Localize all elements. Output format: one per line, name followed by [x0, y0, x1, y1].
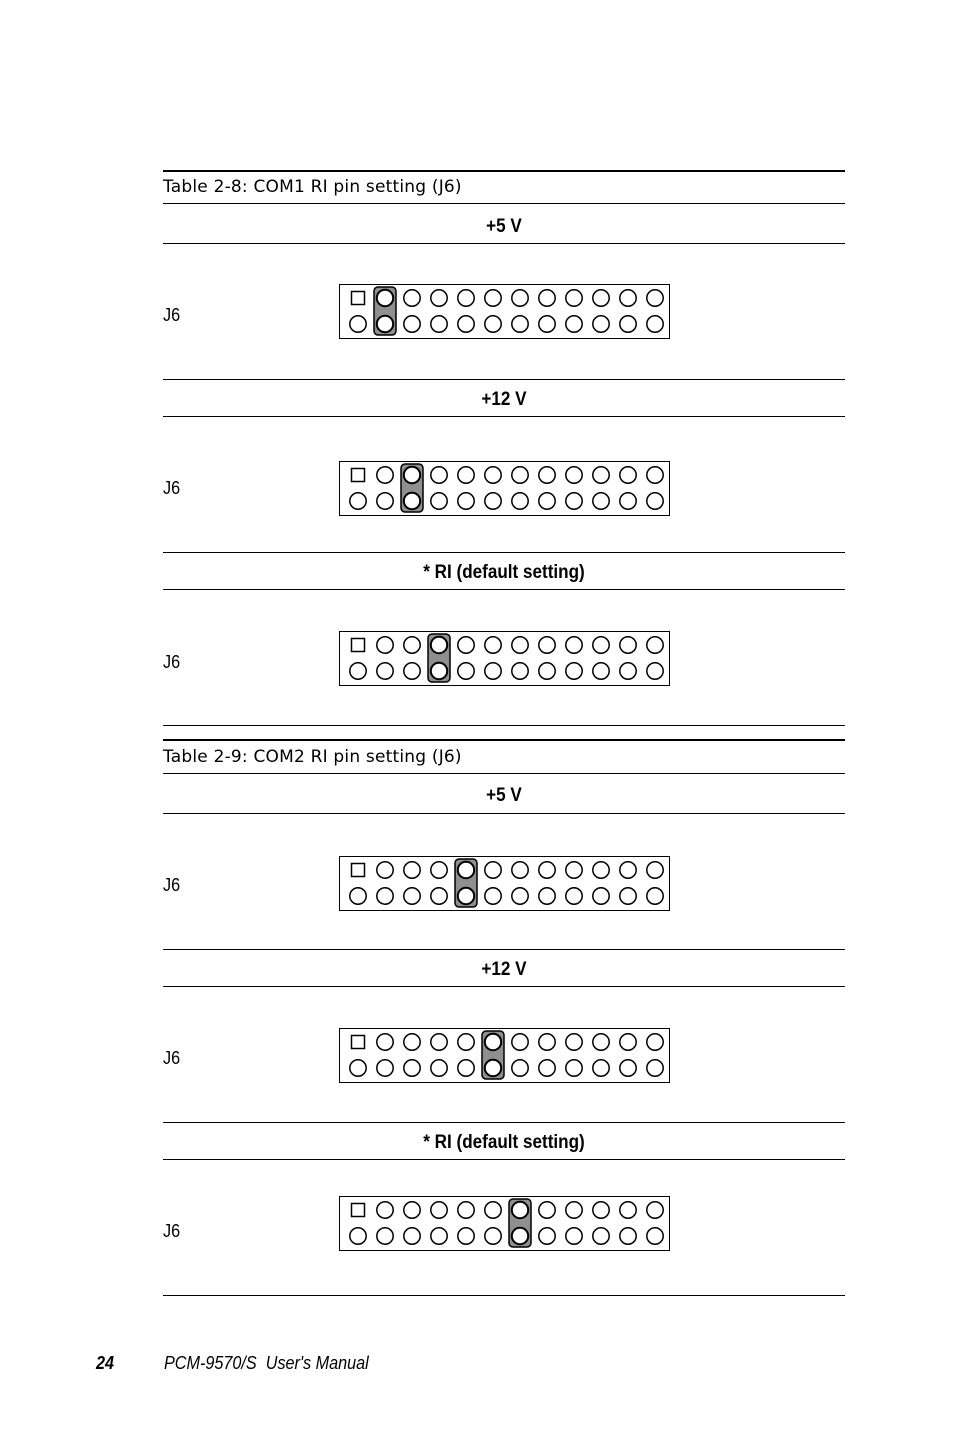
pin: [512, 316, 528, 332]
pin-header-diagram: [339, 461, 670, 516]
pin: [566, 1034, 582, 1050]
pin: [377, 1060, 393, 1076]
pin: [512, 290, 528, 306]
pin-1-square: [352, 1036, 365, 1049]
pin: [431, 663, 447, 679]
pin: [593, 888, 609, 904]
pin: [647, 467, 663, 483]
pin: [539, 637, 555, 653]
pin: [620, 290, 636, 306]
pin: [620, 316, 636, 332]
pin: [620, 1228, 636, 1244]
pin: [485, 1060, 501, 1076]
row-rule: [163, 986, 845, 987]
pin: [458, 862, 474, 878]
pin: [431, 637, 447, 653]
pin: [350, 888, 366, 904]
pin: [647, 1202, 663, 1218]
pin: [350, 1060, 366, 1076]
pin: [404, 1228, 420, 1244]
table-bottom-rule: [163, 1295, 845, 1296]
pin: [404, 637, 420, 653]
pin-header-svg: [340, 1197, 671, 1252]
pin: [458, 663, 474, 679]
setting-title: * RI (default setting): [423, 1132, 585, 1153]
pin: [539, 1034, 555, 1050]
pin: [431, 1034, 447, 1050]
jumper-label: J6: [163, 305, 181, 325]
pin: [458, 1202, 474, 1218]
table-top-rule: [163, 170, 845, 172]
row-rule: [163, 379, 845, 380]
setting-title: +12 V: [481, 959, 527, 980]
pin: [485, 1202, 501, 1218]
pin: [539, 888, 555, 904]
table-bottom-rule: [163, 725, 845, 726]
pin: [512, 1228, 528, 1244]
pin: [458, 493, 474, 509]
pin: [539, 1060, 555, 1076]
row-rule: [163, 949, 845, 950]
table-caption: Table 2-9: COM2 RI pin setting (J6): [163, 747, 462, 767]
pin: [593, 637, 609, 653]
pin: [593, 493, 609, 509]
row-rule: [163, 1122, 845, 1123]
setting-title: +5 V: [486, 216, 522, 237]
pin: [485, 290, 501, 306]
pin: [593, 1202, 609, 1218]
pin: [458, 637, 474, 653]
caption-rule: [163, 773, 845, 774]
pin: [458, 316, 474, 332]
pin: [620, 663, 636, 679]
pin-1-square: [352, 1204, 365, 1217]
pin: [377, 493, 393, 509]
pin: [566, 663, 582, 679]
pin: [350, 493, 366, 509]
pin: [566, 1202, 582, 1218]
pin: [404, 467, 420, 483]
pin: [431, 493, 447, 509]
pin: [566, 1228, 582, 1244]
pin: [350, 1228, 366, 1244]
pin: [512, 1034, 528, 1050]
pin: [485, 862, 501, 878]
pin: [377, 888, 393, 904]
pin: [350, 663, 366, 679]
pin: [431, 888, 447, 904]
pin: [539, 663, 555, 679]
pin: [593, 1034, 609, 1050]
pin: [566, 290, 582, 306]
setting-title: * RI (default setting): [423, 562, 585, 583]
pin: [566, 862, 582, 878]
row-rule: [163, 552, 845, 553]
pin: [593, 316, 609, 332]
pin-1-square: [352, 469, 365, 482]
pin: [377, 862, 393, 878]
pin: [485, 888, 501, 904]
pin: [647, 1060, 663, 1076]
pin: [512, 1202, 528, 1218]
pin: [620, 862, 636, 878]
pin: [593, 1060, 609, 1076]
pin: [377, 1202, 393, 1218]
pin: [512, 493, 528, 509]
setting-title: +12 V: [481, 389, 527, 410]
pin: [404, 888, 420, 904]
pin: [431, 467, 447, 483]
pin: [431, 290, 447, 306]
pin: [539, 290, 555, 306]
pin: [593, 467, 609, 483]
pin: [593, 862, 609, 878]
pin: [620, 493, 636, 509]
pin: [512, 637, 528, 653]
pin: [647, 862, 663, 878]
row-rule: [163, 813, 845, 814]
pin: [350, 316, 366, 332]
pin-1-square: [352, 292, 365, 305]
setting-title: +5 V: [486, 785, 522, 806]
pin: [458, 1060, 474, 1076]
caption-rule: [163, 203, 845, 204]
row-rule: [163, 1159, 845, 1160]
pin: [377, 290, 393, 306]
pin: [539, 1228, 555, 1244]
pin: [647, 290, 663, 306]
pin: [404, 1202, 420, 1218]
pin: [566, 637, 582, 653]
pin-header-svg: [340, 462, 671, 517]
pin: [458, 290, 474, 306]
pin: [539, 862, 555, 878]
pin: [404, 1034, 420, 1050]
pin: [620, 467, 636, 483]
pin: [647, 316, 663, 332]
pin: [647, 637, 663, 653]
pin: [566, 467, 582, 483]
table-top-rule: [163, 739, 845, 741]
pin: [539, 467, 555, 483]
pin: [647, 1034, 663, 1050]
pin-header-diagram: [339, 1028, 670, 1083]
pin: [485, 1034, 501, 1050]
pin: [431, 1060, 447, 1076]
manual-title: PCM-9570/S User's Manual: [164, 1353, 369, 1373]
pin: [458, 467, 474, 483]
jumper-label: J6: [163, 875, 181, 895]
pin: [647, 663, 663, 679]
pin: [377, 467, 393, 483]
pin: [458, 888, 474, 904]
pin: [458, 1034, 474, 1050]
pin-1-square: [352, 864, 365, 877]
pin: [512, 1060, 528, 1076]
pin: [620, 1202, 636, 1218]
jumper-label: J6: [163, 652, 181, 672]
pin: [377, 663, 393, 679]
pin-header-diagram: [339, 284, 670, 339]
pin: [377, 316, 393, 332]
pin: [566, 888, 582, 904]
pin: [431, 316, 447, 332]
pin: [512, 862, 528, 878]
row-rule: [163, 589, 845, 590]
page-number: 24: [96, 1353, 115, 1373]
pin: [485, 637, 501, 653]
pin: [404, 493, 420, 509]
pin: [431, 1202, 447, 1218]
pin: [593, 290, 609, 306]
row-rule: [163, 243, 845, 244]
pin-header-svg: [340, 857, 671, 912]
pin: [485, 1228, 501, 1244]
pin: [593, 1228, 609, 1244]
pin: [647, 888, 663, 904]
pin: [620, 888, 636, 904]
pin-header-diagram: [339, 631, 670, 686]
pin: [512, 467, 528, 483]
pin: [566, 1060, 582, 1076]
pin-header-svg: [340, 1029, 671, 1084]
pin-1-square: [352, 639, 365, 652]
pin: [620, 637, 636, 653]
row-rule: [163, 416, 845, 417]
jumper-label: J6: [163, 1048, 181, 1068]
pin: [620, 1060, 636, 1076]
pin: [647, 493, 663, 509]
jumper-label: J6: [163, 478, 181, 498]
pin: [404, 1060, 420, 1076]
pin: [404, 663, 420, 679]
pin: [593, 663, 609, 679]
pin: [377, 637, 393, 653]
pin: [431, 1228, 447, 1244]
pin: [566, 493, 582, 509]
pin: [458, 1228, 474, 1244]
pin: [485, 467, 501, 483]
pin-header-svg: [340, 632, 671, 687]
pin: [647, 1228, 663, 1244]
pin: [377, 1228, 393, 1244]
pin: [431, 862, 447, 878]
pin: [485, 663, 501, 679]
pin-header-diagram: [339, 1196, 670, 1251]
pin: [404, 290, 420, 306]
pin: [404, 862, 420, 878]
pin: [539, 493, 555, 509]
pin-header-svg: [340, 285, 671, 340]
pin: [512, 888, 528, 904]
pin: [566, 316, 582, 332]
pin: [512, 663, 528, 679]
pin: [539, 316, 555, 332]
pin-header-diagram: [339, 856, 670, 911]
pin: [404, 316, 420, 332]
pin: [620, 1034, 636, 1050]
pin: [485, 493, 501, 509]
pin: [377, 1034, 393, 1050]
table-caption: Table 2-8: COM1 RI pin setting (J6): [163, 177, 462, 197]
jumper-label: J6: [163, 1221, 181, 1241]
pin: [539, 1202, 555, 1218]
pin: [485, 316, 501, 332]
